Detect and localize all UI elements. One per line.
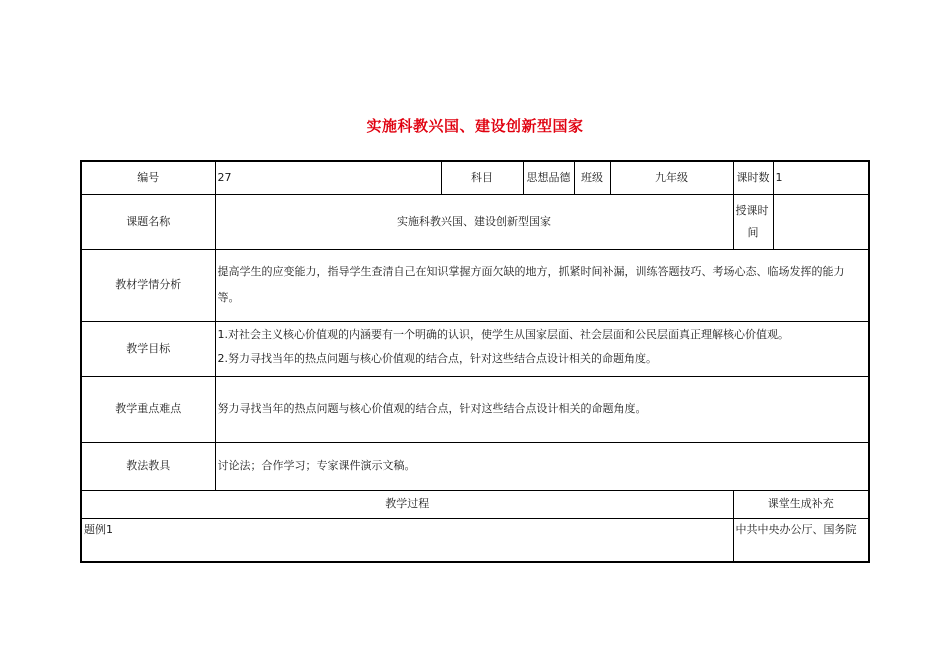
analysis-value: 提高学生的应变能力，指导学生查清自己在知识掌握方面欠缺的地方，抓紧时间补漏，训练答题技巧、考场心态、临场发挥的能力等。 <box>215 249 869 321</box>
teach-time-label-line1: 授课时 <box>735 203 769 217</box>
goals-label: 教学目标 <box>81 321 215 376</box>
supplement-label: 课堂生成补充 <box>733 490 869 518</box>
row-goals <box>81 321 869 376</box>
goal-item-1: 1.对社会主义核心价值观的内涵要有一个明确的认识，使学生从国家层面、社会层面和公民层面真正理解核心价值观。 <box>217 327 789 341</box>
lesson-plan-table <box>80 160 870 563</box>
id-value: 27 <box>215 161 441 194</box>
methods-label: 教法教具 <box>81 442 215 490</box>
teach-time-label-line2: 间 <box>747 225 759 239</box>
analysis-label: 教材学情分析 <box>81 249 215 321</box>
goals-value <box>215 321 869 376</box>
methods-value: 讨论法；合作学习；专家课件演示文稿。 <box>215 442 869 490</box>
row-analysis <box>81 249 869 321</box>
grade-label: 班级 <box>574 161 610 194</box>
hours-value: 1 <box>773 161 869 194</box>
row-keypoints <box>81 376 869 442</box>
keypoints-value: 努力寻找当年的热点问题与核心价值观的结合点，针对这些结合点设计相关的命题角度。 <box>215 376 869 442</box>
teach-time-value <box>773 194 869 249</box>
row-id <box>81 161 869 194</box>
example-label: 题例1 <box>81 518 733 562</box>
row-process <box>81 490 869 518</box>
process-label: 教学过程 <box>81 490 733 518</box>
keypoints-label: 教学重点难点 <box>81 376 215 442</box>
example-supplement: 中共中央办公厅、国务院 <box>733 518 869 562</box>
id-label: 编号 <box>81 161 215 194</box>
teach-time-label <box>733 194 773 249</box>
topic-value: 实施科教兴国、建设创新型国家 <box>215 194 733 249</box>
hours-label: 课时数 <box>733 161 773 194</box>
document-title: 实施科教兴国、建设创新型国家 <box>366 117 584 135</box>
grade-value: 九年级 <box>610 161 733 194</box>
goal-item-2: 2.努力寻找当年的热点问题与核心价值观的结合点，针对这些结合点设计相关的命题角度。 <box>217 351 657 365</box>
row-methods <box>81 442 869 490</box>
subject-label: 科目 <box>441 161 523 194</box>
topic-label: 课题名称 <box>81 194 215 249</box>
subject-value: 思想品德 <box>523 161 574 194</box>
row-topic <box>81 194 869 249</box>
row-example <box>81 518 869 562</box>
